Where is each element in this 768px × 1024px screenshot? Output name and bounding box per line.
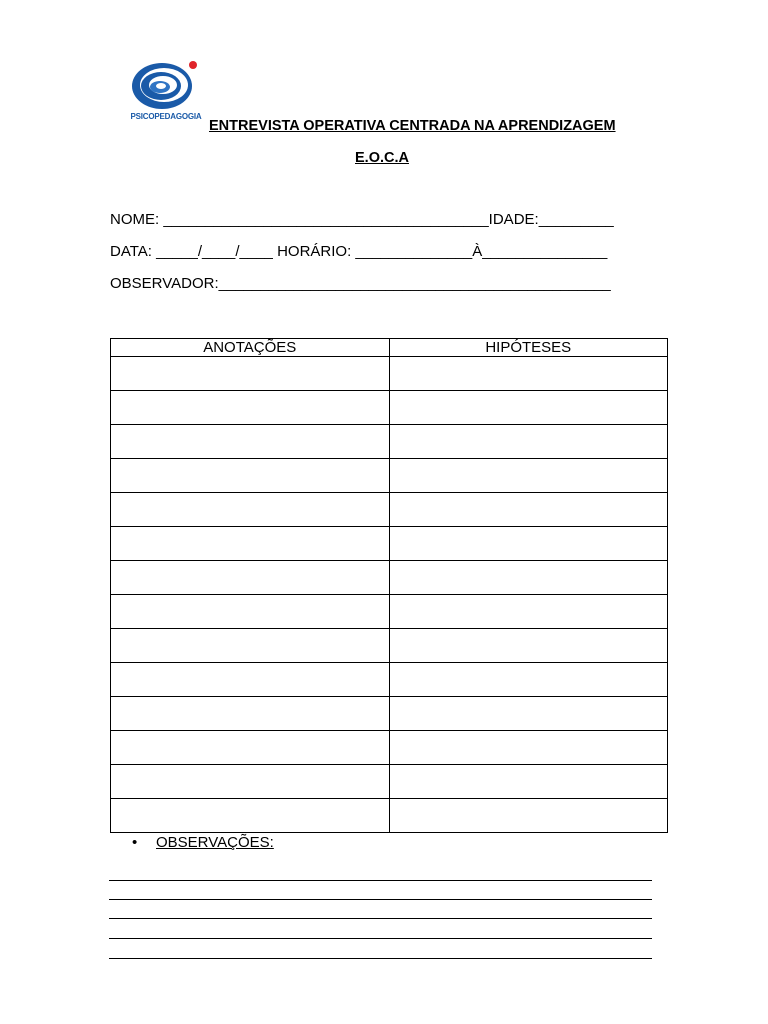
table-row [111,629,668,663]
hypothesis-cell[interactable] [389,629,668,663]
table-row [111,697,668,731]
observations-heading [132,834,274,851]
table-row [111,731,668,765]
annotation-cell[interactable] [111,459,390,493]
hypothesis-cell[interactable] [389,561,668,595]
date-time-field[interactable]: DATA: _____/____/____ HORÁRIO: ______________À_______________ [110,243,608,260]
swirl-logo-icon [128,58,204,114]
observation-line[interactable] [109,958,652,959]
table-row [111,663,668,697]
column-header-annotations: ANOTAÇÕES [111,339,390,357]
hypothesis-cell[interactable] [389,493,668,527]
table-row [111,765,668,799]
hypothesis-cell[interactable] [389,391,668,425]
table-row [111,595,668,629]
annotation-cell[interactable] [111,765,390,799]
annotation-cell[interactable] [111,493,390,527]
document-title: ENTREVISTA OPERATIVA CENTRADA NA APRENDIZAGEM [209,118,616,134]
hypothesis-cell[interactable] [389,425,668,459]
hypothesis-cell[interactable] [389,527,668,561]
table-row [111,391,668,425]
annotation-cell[interactable] [111,425,390,459]
logo-text: PSICOPEDAGOGIA [130,112,202,121]
observations-label: OBSERVAÇÕES: [156,834,274,851]
table-row [111,527,668,561]
table-row [111,425,668,459]
hypothesis-cell[interactable] [389,697,668,731]
annotation-cell[interactable] [111,595,390,629]
annotation-cell[interactable] [111,561,390,595]
hypothesis-cell[interactable] [389,731,668,765]
notes-hypotheses-table [110,338,668,833]
annotation-cell[interactable] [111,527,390,561]
psicopedagogia-logo [128,58,204,124]
annotation-cell[interactable] [111,799,390,833]
annotation-cell[interactable] [111,391,390,425]
observation-line[interactable] [109,918,652,919]
hypothesis-cell[interactable] [389,799,668,833]
annotation-cell[interactable] [111,663,390,697]
annotation-cell[interactable] [111,731,390,765]
observer-field[interactable]: OBSERVADOR:_______________________________________________ [110,275,611,292]
hypothesis-cell[interactable] [389,595,668,629]
table-row [111,357,668,391]
observation-line[interactable] [109,938,652,939]
observation-line[interactable] [109,899,652,900]
hypothesis-cell[interactable] [389,663,668,697]
bullet-icon: • [132,834,138,851]
table-row [111,493,668,527]
annotation-cell[interactable] [111,697,390,731]
table-row [111,561,668,595]
table-row [111,799,668,833]
column-header-hypotheses: HIPÓTESES [389,339,668,357]
document-subtitle: E.O.C.A [355,150,409,166]
observation-line[interactable] [109,880,652,881]
hypothesis-cell[interactable] [389,459,668,493]
annotation-cell[interactable] [111,357,390,391]
table-header-row [111,339,668,357]
hypothesis-cell[interactable] [389,765,668,799]
name-age-field[interactable]: NOME: _______________________________________IDADE:_________ [110,211,614,228]
annotation-cell[interactable] [111,629,390,663]
hypothesis-cell[interactable] [389,357,668,391]
table-row [111,459,668,493]
